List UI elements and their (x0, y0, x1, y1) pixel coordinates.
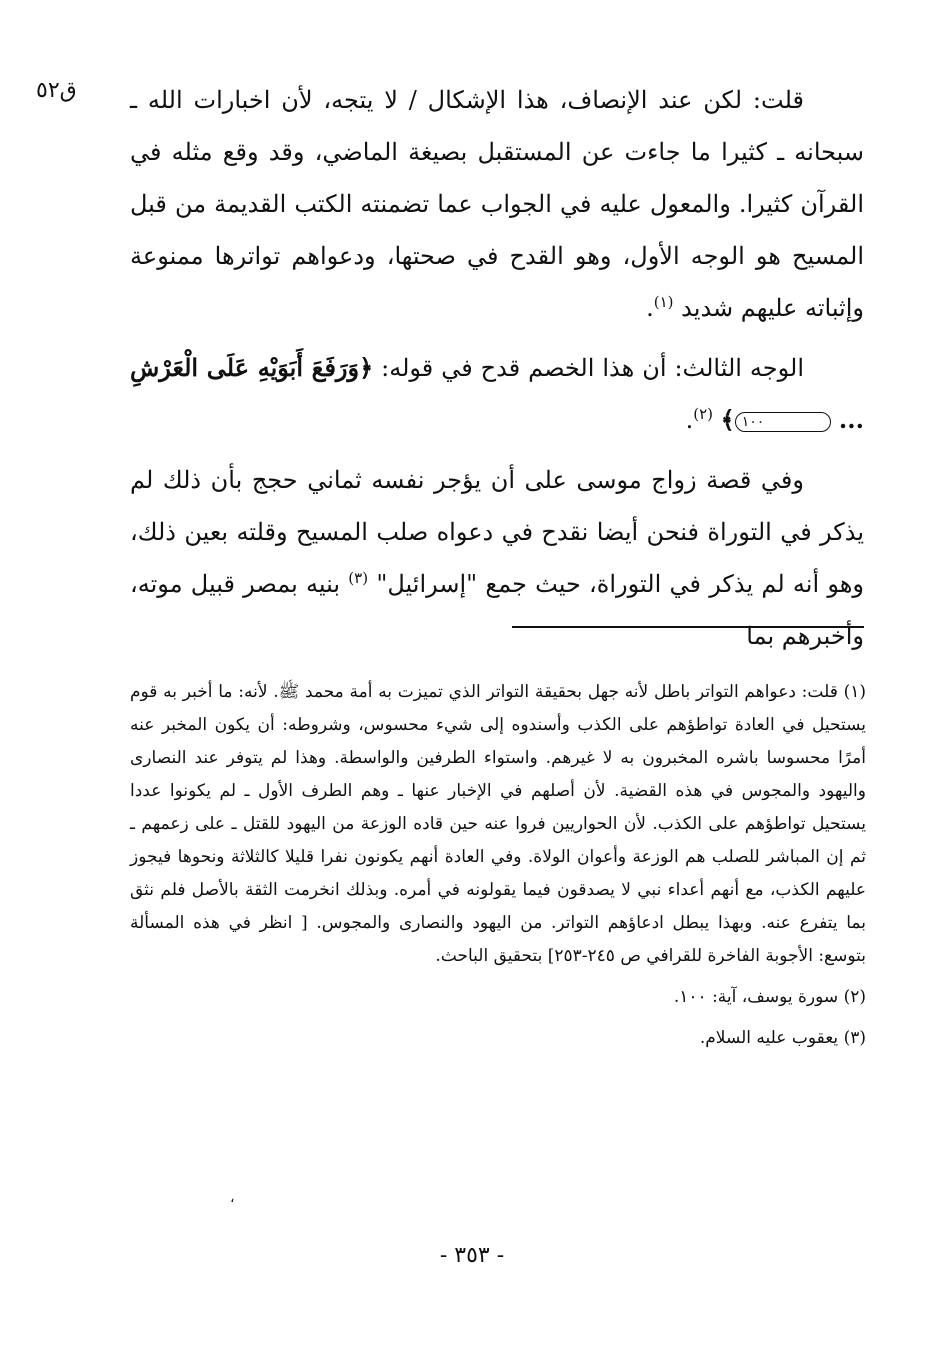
ayah-number-mark: ١٠٠ (735, 412, 832, 432)
footnote-text: قلت: دعواهم التواتر باطل لأنه جهل بحقيقة التواتر الذي تميزت به أمة محمد ﷺ. لأنه: ما أخبر به قوم يستحيل في العادة تواطؤهم على الكذب وأسندوه إلى شيء محسوس، وشروطه: أن يكون المخبر عنه أمرًا محسوسا باشره المخبرون به لا غيرهم. واستواء الطرفين والواسطة. وهذا لم يتوفر عند النصارى واليهود والمجوس في هذه القضية. لأن أصلهم في الإخبار عنها ـ وهم الطرف الأول ـ لم يكونوا عددا يستحيل تواطؤهم على الكذب. لأن الحواريين فروا عنه حين قاده الوزعة من اليهود للقتل ـ على زعمهم ـ ثم إن المباشر للصلب هم الوزعة وأعوان الولاة. وفي العادة أنهم يكونون نفرا قليلا كالثلاثة ونحوها فيجوز عليهم الكذب، مع أنهم أعداء نبي لا يصدقون فيما يقولونه في أمره. وبذلك انخرمت الثقة بالأصل فلم نثق بما يتفرع عنه. وبهذا يبطل ادعاؤهم التواتر. من اليهود والنصارى والمجوس. [ انظر في هذه المسألة بتوسع: الأجوبة الفاخرة للقرافي ص ٢٤٥-٢٥٣] بتحقيق الباحث. (130, 682, 866, 966)
main-text (130, 74, 864, 662)
paragraph-3-text-b: بنيه بمصر قبيل موته، وأخبرهم بما (130, 570, 864, 650)
footnote-separator (512, 626, 864, 628)
paragraph-1 (130, 74, 864, 334)
paragraph-2-end: . (685, 406, 694, 434)
footnote-marker: (٣) (843, 1028, 866, 1048)
footnote-ref-3: (٣) (348, 569, 369, 587)
quran-close-bracket: ﴾ (720, 405, 735, 434)
page-number: - ٣٥٣ - (439, 1243, 505, 1268)
manuscript-folio-note: ق٥٢ (36, 78, 77, 103)
footnote-text: سورة يوسف، آية: ١٠٠. (673, 987, 839, 1007)
paragraph-1-end: . (646, 294, 654, 322)
footnote-marker: (٢) (843, 987, 866, 1007)
footnotes (130, 676, 866, 1055)
footnote-2 (130, 981, 866, 1014)
paragraph-2-intro: الوجه الثالث: أن هذا الخصم قدح في قوله: (381, 354, 804, 382)
footnote-3 (130, 1022, 866, 1055)
paragraph-1-text: قلت: لكن عند الإنصاف، هذا الإشكال / لا يتجه، لأن اخبارات الله ـ سبحانه ـ كثيرا ما جاءت عن المستقبل بصيغة الماضي، وقد وقع مثله في القرآن كثيرا. والمعول عليه في الجواب عما تضمنته الكتب القديمة من قبل المسيح هو الوجه الأول، وهو القدح في صحتها، ودعواهم تواترها ممنوعة وإثباته عليهم شديد (130, 86, 864, 322)
footnote-1 (130, 676, 866, 973)
stray-mark: ، (230, 1190, 235, 1206)
paragraph-2 (130, 342, 864, 446)
footnote-ref-1: (١) (653, 293, 674, 311)
footnote-ref-2: (٢) (693, 405, 714, 423)
quran-verse: ﴿وَرَفَعَ أَبَوَيْهِ عَلَى الْعَرْشِ ... (130, 353, 864, 434)
footnote-marker: (١) (843, 682, 867, 702)
paragraph-3-text-a: وفي قصة زواج موسى على أن يؤجر نفسه ثماني حجج بأن ذلك لم يذكر في التوراة فنحن أيضا نقدح في دعواه صلب المسيح وقلته بعين ذلك، وهو أنه لم يذكر في التوراة، حيث جمع "إسرائيل" (130, 466, 864, 598)
paragraph-3 (130, 454, 864, 662)
footnote-text: يعقوب عليه السلام. (699, 1028, 839, 1048)
